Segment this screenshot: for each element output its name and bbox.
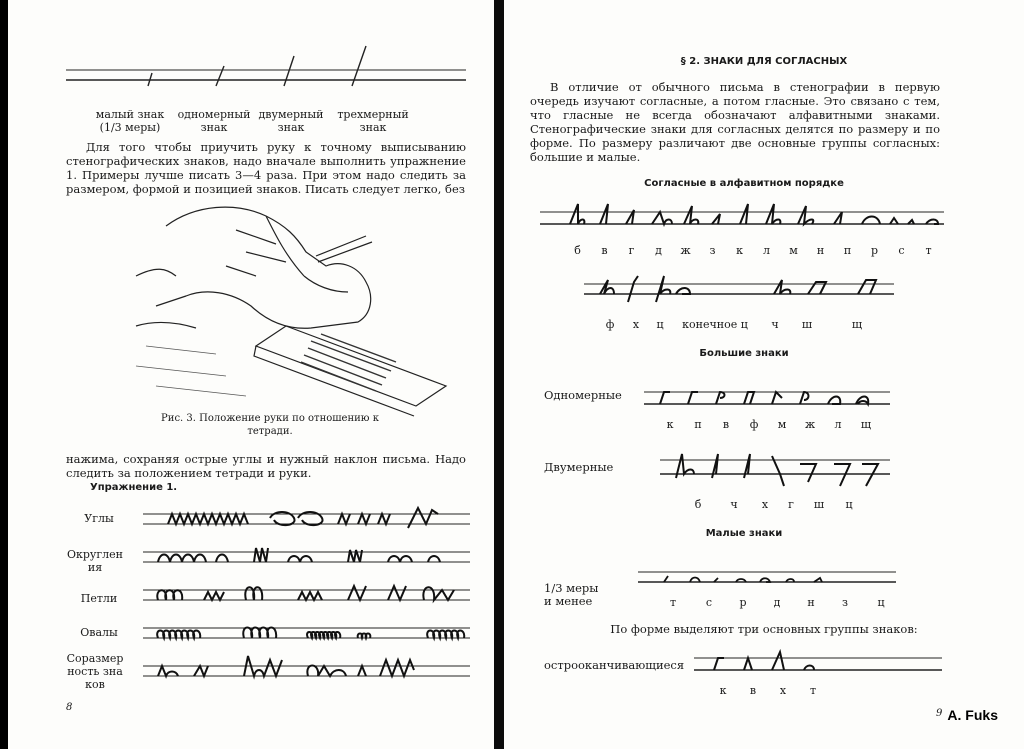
one-dim-label: Одномерные (544, 388, 622, 402)
exercise-row-label: Петли (80, 592, 118, 605)
alphabet-letter: б (574, 244, 581, 257)
size-label-two: двумерный знак (258, 108, 324, 134)
one-dim-letter: к (666, 418, 674, 431)
alphabet-letter: з (709, 244, 716, 257)
section-title: § 2. ЗНАКИ ДЛЯ СОГЛАСНЫХ (680, 56, 848, 67)
one-dim-letters (656, 418, 880, 431)
one-dim-letter: ф (749, 418, 759, 431)
pointed-letter: в (749, 684, 757, 697)
one-dim-letter: ж (804, 418, 816, 431)
two-dim-letter: ч (730, 498, 738, 511)
size-demo-lines (8, 0, 494, 120)
two-dim-label: Двумерные (544, 460, 614, 474)
small-letter: с (705, 596, 713, 609)
big-signs-heading: Большие знаки (699, 348, 789, 359)
size-label-one: одномерный знак (177, 108, 251, 134)
small-strokes (504, 566, 1024, 596)
one-dim-letter: л (834, 418, 842, 431)
pointed-letter: х (779, 684, 787, 697)
one-dim-letter: п (694, 418, 702, 431)
figure-caption: Рис. 3. Положение руки по отношению к тетради. (161, 413, 379, 437)
two-dim-letter: б (694, 498, 702, 511)
alphabet-letter: щ (851, 318, 863, 331)
exercise-row-label: Округления (67, 548, 123, 574)
one-dim-letter: в (722, 418, 730, 431)
alphabet-letter: т (925, 244, 932, 257)
small-letter: р (739, 596, 747, 609)
left-page (8, 0, 494, 749)
two-dim-letter: ц (845, 498, 853, 511)
pointed-letters (708, 684, 828, 697)
two-dim-letter: х (761, 498, 769, 511)
one-dim-letter: щ (860, 418, 872, 431)
alphabet-letter: д (655, 244, 662, 257)
alphabet-letter: п (843, 244, 852, 257)
small-letter: д (773, 596, 781, 609)
small-letters (654, 596, 900, 609)
two-dim-letter: г (788, 498, 794, 511)
two-dim-strokes (504, 450, 1024, 500)
small-letter: н (807, 596, 815, 609)
one-dim-letter: м (777, 418, 787, 431)
small-letter: т (669, 596, 677, 609)
alphabet-letter: ф (605, 318, 615, 331)
small-label-line2: и менее (544, 594, 593, 608)
book-gutter (494, 0, 504, 749)
size-label-small: малый знак (1/3 меры) (95, 108, 165, 134)
alphabet-strokes-row2 (504, 272, 1024, 312)
alphabet-letter: м (789, 244, 798, 257)
alphabet-letter: л (763, 244, 770, 257)
alphabet-row2-letters (596, 318, 892, 331)
small-signs-heading: Малые знаки (705, 528, 783, 539)
exercise-title: Упражнение 1. (90, 482, 178, 493)
intro-paragraph-right: В отличие от обычного письма в стенографии в первую очередь изучают согласные, а потом гласные. Это связано с тем, что гласные не всегда обозначают алфавитными знаками. Стенографические знаки для согласных делятся по размеру и по форме. По размеру различают две основные группы согласных: большие и малые. (530, 80, 940, 164)
page-number-left: 8 (66, 702, 73, 713)
forms-sentence: По форме выделяют три основных группы знаков: (610, 622, 918, 636)
scan-signature: A. Fuks (947, 707, 998, 723)
one-dim-strokes (504, 386, 1024, 416)
small-label-line1: 1/3 меры (544, 581, 599, 595)
continuation-paragraph: нажима, сохраняя острые углы и нужный наклон письма. Надо следить за положением тетради и руки. (66, 452, 466, 480)
pointed-label: острооканчивающиеся (544, 658, 685, 672)
alphabet-letter: ш (801, 318, 813, 331)
alphabet-heading: Согласные в алфавитном порядке (644, 178, 844, 189)
alphabet-letter: конечное ц (682, 318, 748, 331)
pointed-letter: т (809, 684, 817, 697)
intro-paragraph-left: Для того чтобы приучить руку к точному выписыванию стенографических знаков, надо вначале выполнить упражнение 1. Примеры лучше писать 3—4 раза. При этом надо следить за размером, формой и позицией знаков. Писать следует легко, без (66, 140, 466, 196)
hand-illustration (136, 196, 456, 416)
alphabet-letter: г (628, 244, 635, 257)
alphabet-letter: с (898, 244, 905, 257)
exercise-strokes (8, 500, 494, 740)
small-letter: ц (877, 596, 885, 609)
right-page (504, 0, 1024, 749)
alphabet-letter: н (816, 244, 825, 257)
two-dim-letter: ш (813, 498, 825, 511)
exercise-row-label: Овалы (80, 626, 118, 639)
alphabet-letter: к (736, 244, 743, 257)
small-letter: з (842, 596, 848, 609)
alphabet-letter: ц (656, 318, 664, 331)
alphabet-letter: ч (771, 318, 779, 331)
alphabet-letter: ж (680, 244, 691, 257)
alphabet-letter: в (601, 244, 608, 257)
exercise-row-label: Соразмерность знаков (66, 652, 124, 691)
page-number-right: 9 (936, 708, 943, 719)
alphabet-row1-letters (564, 244, 942, 257)
exercise-row-label: Углы (84, 512, 114, 525)
pointed-strokes (504, 652, 1024, 682)
alphabet-letter: р (870, 244, 879, 257)
alphabet-strokes-row1 (504, 200, 1024, 240)
pointed-letter: к (719, 684, 727, 697)
alphabet-letter: х (632, 318, 640, 331)
two-dim-letters (680, 498, 864, 511)
size-label-three: трехмерный знак (337, 108, 409, 134)
